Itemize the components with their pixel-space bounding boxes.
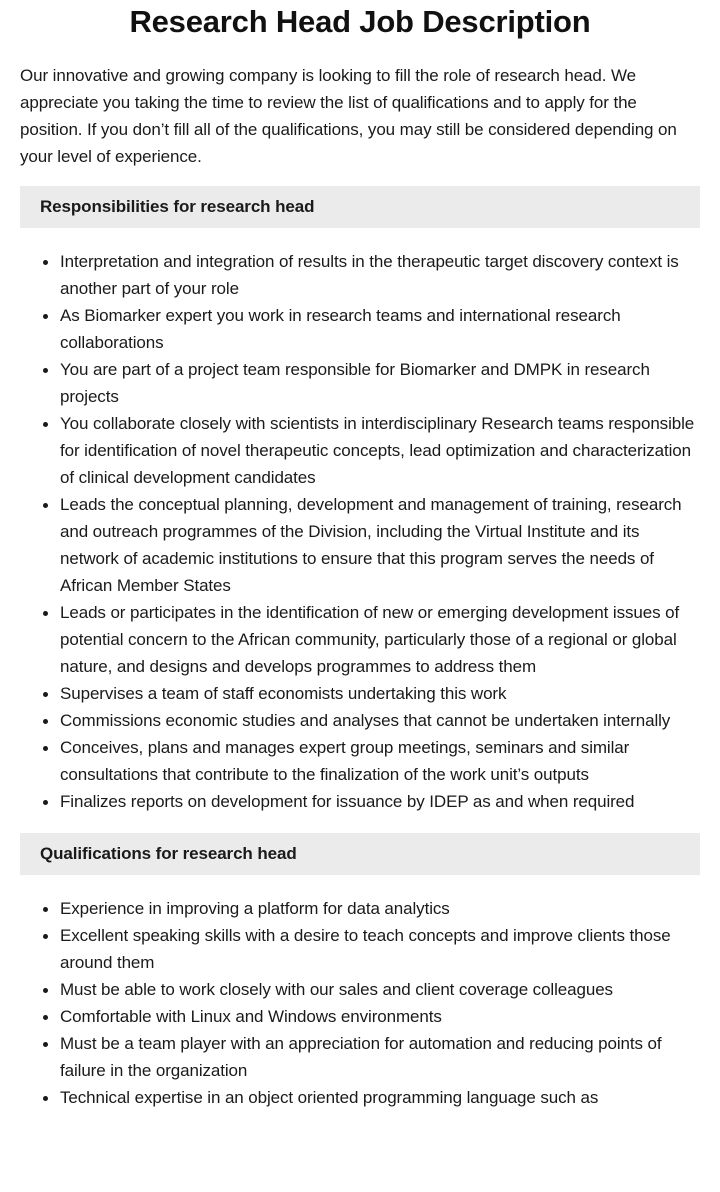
- list-item: Technical expertise in an object oriented programming language such as: [60, 1084, 700, 1111]
- list-item: You are part of a project team responsible for Biomarker and DMPK in research projects: [60, 356, 700, 410]
- list-item: Leads the conceptual planning, development and management of training, research and outreach programmes of the Division, including the Virtual Institute and its network of academic institutions to ensure that this program serves the needs of African Member States: [60, 491, 700, 599]
- list-item: Conceives, plans and manages expert group meetings, seminars and similar consultations that contribute to the finalization of the work unit’s outputs: [60, 734, 700, 788]
- list-item: Excellent speaking skills with a desire to teach concepts and improve clients those around them: [60, 922, 700, 976]
- qualifications-heading: Qualifications for research head: [20, 833, 700, 875]
- responsibilities-heading: Responsibilities for research head: [20, 186, 700, 228]
- list-item: Leads or participates in the identification of new or emerging development issues of potential concern to the African community, particularly those of a regional or global nature, and designs and develops programmes to address them: [60, 599, 700, 680]
- intro-paragraph: Our innovative and growing company is looking to fill the role of research head. We appreciate you taking the time to review the list of qualifications and to apply for the position. If you don’t fill all of the qualifications, you may still be considered depending on your level of experience.: [20, 66, 677, 166]
- list-item: Must be a team player with an appreciation for automation and reducing points of failure in the organization: [60, 1030, 700, 1084]
- qualifications-list: [20, 895, 700, 1111]
- list-item: Supervises a team of staff economists undertaking this work: [60, 680, 700, 707]
- list-item: Comfortable with Linux and Windows environments: [60, 1003, 700, 1030]
- page-title: Research Head Job Description: [129, 4, 591, 39]
- list-item: Interpretation and integration of results in the therapeutic target discovery context is another part of your role: [60, 248, 700, 302]
- list-item: You collaborate closely with scientists in interdisciplinary Research teams responsible for identification of novel therapeutic concepts, lead optimization and characterization of clinical development candidates: [60, 410, 700, 491]
- responsibilities-list: [20, 248, 700, 815]
- list-item: Commissions economic studies and analyses that cannot be undertaken internally: [60, 707, 700, 734]
- list-item: Must be able to work closely with our sales and client coverage colleagues: [60, 976, 700, 1003]
- list-item: Finalizes reports on development for issuance by IDEP as and when required: [60, 788, 700, 815]
- list-item: Experience in improving a platform for data analytics: [60, 895, 700, 922]
- list-item: As Biomarker expert you work in research teams and international research collaborations: [60, 302, 700, 356]
